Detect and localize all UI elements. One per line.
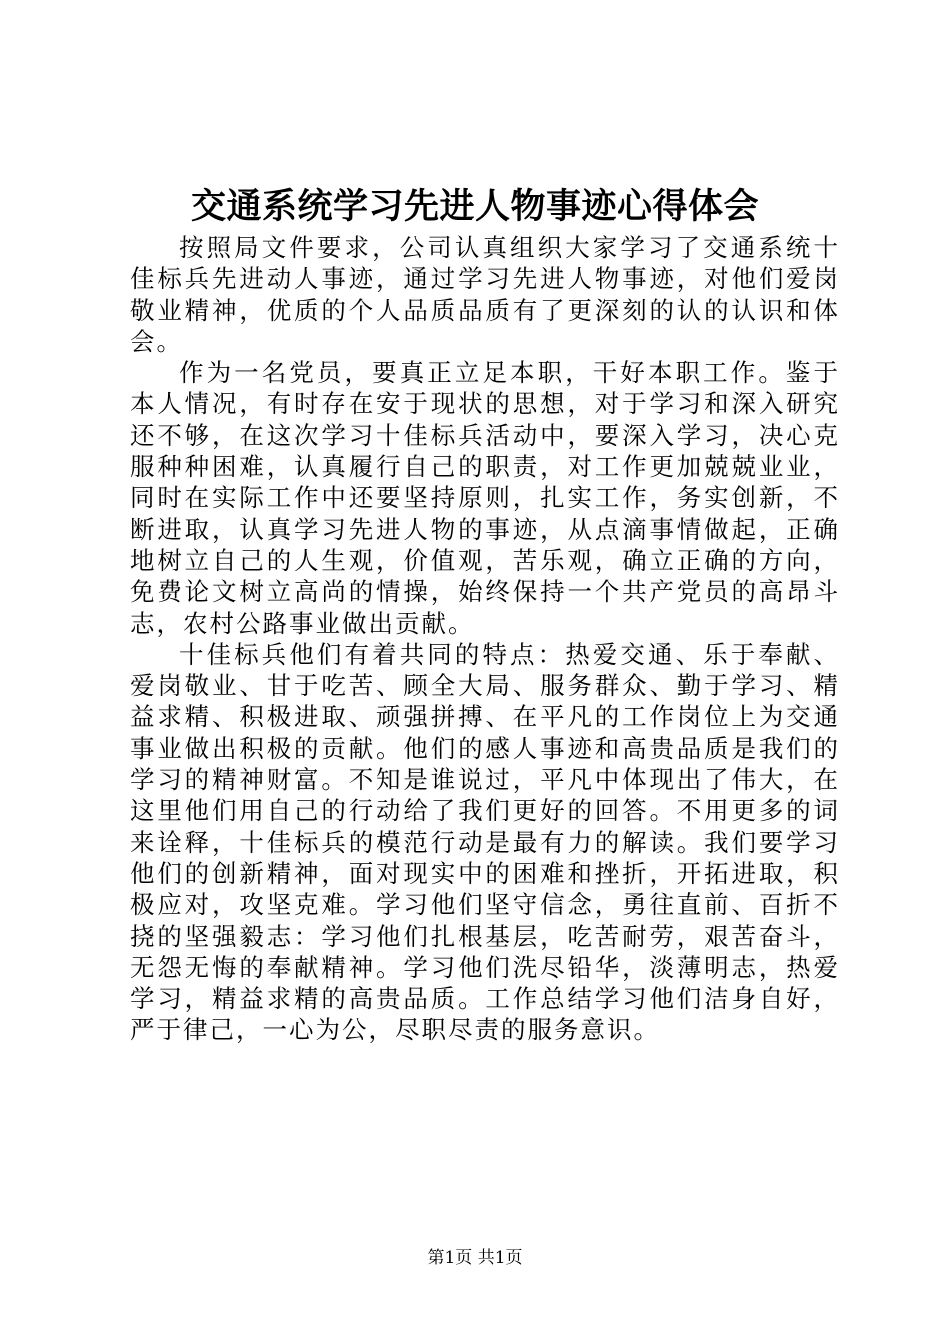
paragraph-3: 十佳标兵他们有着共同的特点：热爱交通、乐于奉献、爱岗敬业、甘于吃苦、顾全大局、服务群众、勤于学习、精益求精、积极进取、顽强拼搏、在平凡的工作岗位上为交通事业做出积极的贡献。他们的感人事迹和高贵品质是我们的学习的精神财富。不知是谁说过，平凡中体现出了伟大，在这里他们用自己的行动给了我们更好的回答。不用更多的词来诠释，十佳标兵的模范行动是最有力的解读。我们要学习他们的创新精神，面对现实中的困难和挫折，开拓进取，积极应对，攻坚克难。学习他们坚守信念，勇往直前、百折不挠的坚强毅志：学习他们扎根基层，吃苦耐劳，艰苦奋斗，无怨无悔的奉献精神。学习他们洗尽铅华，淡薄明志，热爱学习，精益求精的高贵品质。工作总结学习他们洁身自好，严于律己，一心为公，尽职尽责的服务意识。: [130, 639, 840, 1045]
page-footer: 第1页 共1页: [427, 1248, 523, 1268]
page-title: 交通系统学习先进人物事迹心得体会: [190, 186, 759, 227]
paragraph-1: 按照局文件要求，公司认真组织大家学习了交通系统十佳标兵先进动人事迹，通过学习先进人物事迹，对他们爱岗敬业精神，优质的个人品质品质有了更深刻的认的认识和体会。: [130, 233, 840, 356]
document-body: [130, 232, 840, 1046]
paragraph-2: 作为一名党员，要真正立足本职，干好本职工作。鉴于本人情况，有时存在安于现状的思想，对于学习和深入研究还不够，在这次学习十佳标兵活动中，要深入学习，决心克服种种困难，认真履行自己的职责，对工作更加兢兢业业，同时在实际工作中还要坚持原则，扎实工作，务实创新，不断进取，认真学习先进人物的事迹，从点滴事情做起，正确地树立自己的人生观，价值观，苦乐观，确立正确的方向，免费论文树立高尚的情操，始终保持一个共产党员的高昂斗志，农村公路事业做出贡献。: [130, 358, 840, 638]
